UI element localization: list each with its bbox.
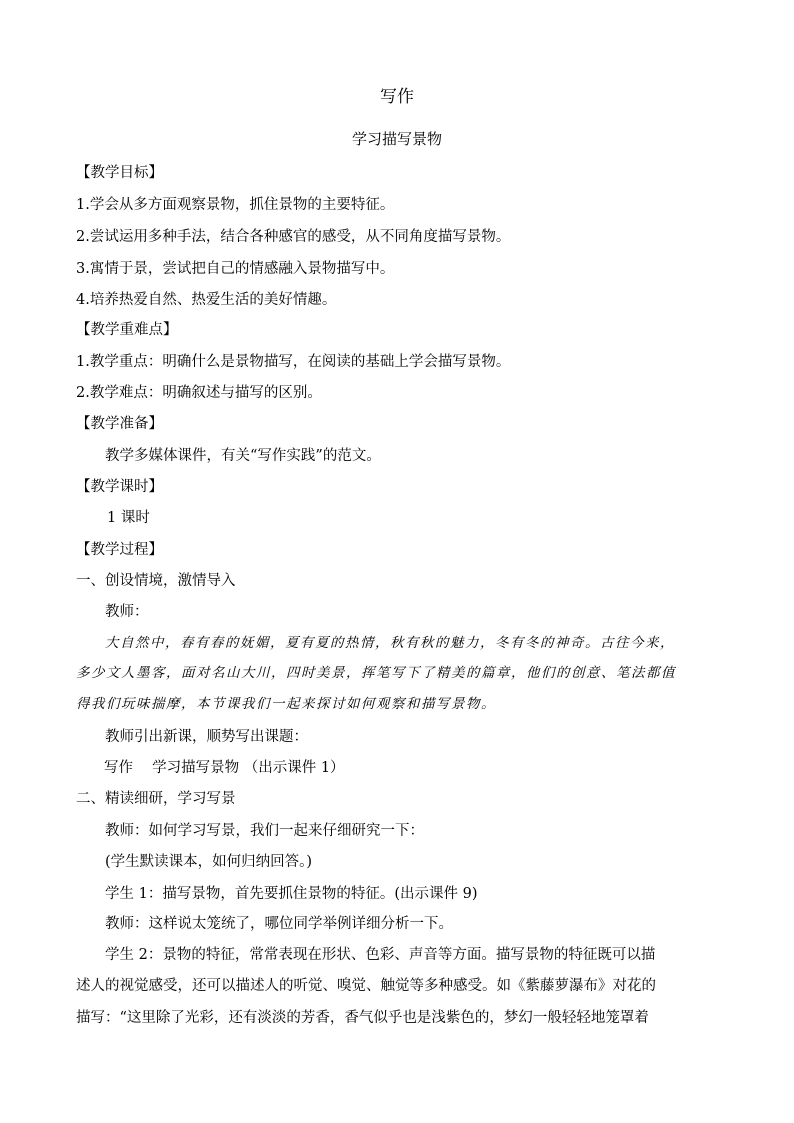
- dialog-line-4: 教师：这样说太笼统了，哪位同学举例详细分析一下。: [105, 916, 453, 932]
- intro-text: 教师引出新课，顺势写出课题：: [105, 729, 308, 745]
- goal-item-2: 2.尝试运用多种手法，结合各种感官的感受，从不同角度描写景物。: [76, 229, 511, 245]
- key-item-2: 2.教学难点：明确叙述与描写的区别。: [76, 385, 322, 401]
- quote-line-3: 得我们玩味揣摩，本节课我们一起来探讨如何观察和描写景物。: [76, 696, 496, 712]
- time-text: 1 课时: [107, 510, 150, 526]
- section-heading-key: 【教学重难点】: [76, 322, 178, 338]
- dialog-line-2: (学生默读课本，如何归纳回答。): [105, 854, 313, 870]
- course-title-text: 写作 学习描写景物 （出示课件 1）: [104, 760, 345, 776]
- section-heading-goal: 【教学目标】: [76, 165, 163, 181]
- dialog-line-5: 学生 2：景物的特征，常常表现在形状、色彩、声音等方面。描写景物的特征既可以描: [105, 947, 656, 963]
- dialog-line-3: 学生 1：描写景物，首先要抓住景物的特征。(出示课件 9): [105, 886, 478, 902]
- section-heading-prep: 【教学准备】: [76, 416, 163, 432]
- goal-item-3: 3.寓情于景，尝试把自己的情感融入景物描写中。: [76, 261, 395, 277]
- dialog-line-1: 教师：如何学习写景，我们一起来仔细研究一下：: [105, 823, 424, 839]
- quote-line-1: 大自然中，春有春的妩媚，夏有夏的热情，秋有秋的魅力，冬有冬的神奇。古往今来，: [105, 635, 675, 651]
- teacher-label: 教师：: [105, 604, 149, 620]
- doc-title: 写作: [380, 87, 414, 107]
- section-heading-time: 【教学课时】: [76, 479, 163, 495]
- dialog-line-7: 描写：“这里除了光彩，还有淡淡的芳香，香气似乎也是浅紫色的，梦幻一般轻轻地笼罩着: [76, 1010, 649, 1026]
- dialog-line-6: 述人的视觉感受，还可以描述人的听觉、嗅觉、触觉等多种感受。如《紫藤萝瀑布》对花的: [76, 978, 656, 994]
- doc-subtitle: 学习描写景物: [351, 130, 442, 148]
- prep-text: 教学多媒体课件，有关“写作实践”的范文。: [105, 448, 381, 464]
- key-item-1: 1.教学重点：明确什么是景物描写，在阅读的基础上学会描写景物。: [76, 354, 511, 370]
- quote-line-2: 多少文人墨客，面对名山大川，四时美景，挥笔写下了精美的篇章，他们的创意、笔法都值: [76, 665, 676, 681]
- goal-item-1: 1.学会从多方面观察景物，抓住景物的主要特征。: [76, 197, 395, 213]
- goal-item-4: 4.培养热爱自然、热爱生活的美好情趣。: [76, 292, 337, 308]
- section-heading-process: 【教学过程】: [76, 542, 163, 558]
- part-heading-2: 二、精读细研，学习写景: [76, 791, 236, 807]
- part-heading-1: 一、创设情境，激情导入: [76, 573, 236, 589]
